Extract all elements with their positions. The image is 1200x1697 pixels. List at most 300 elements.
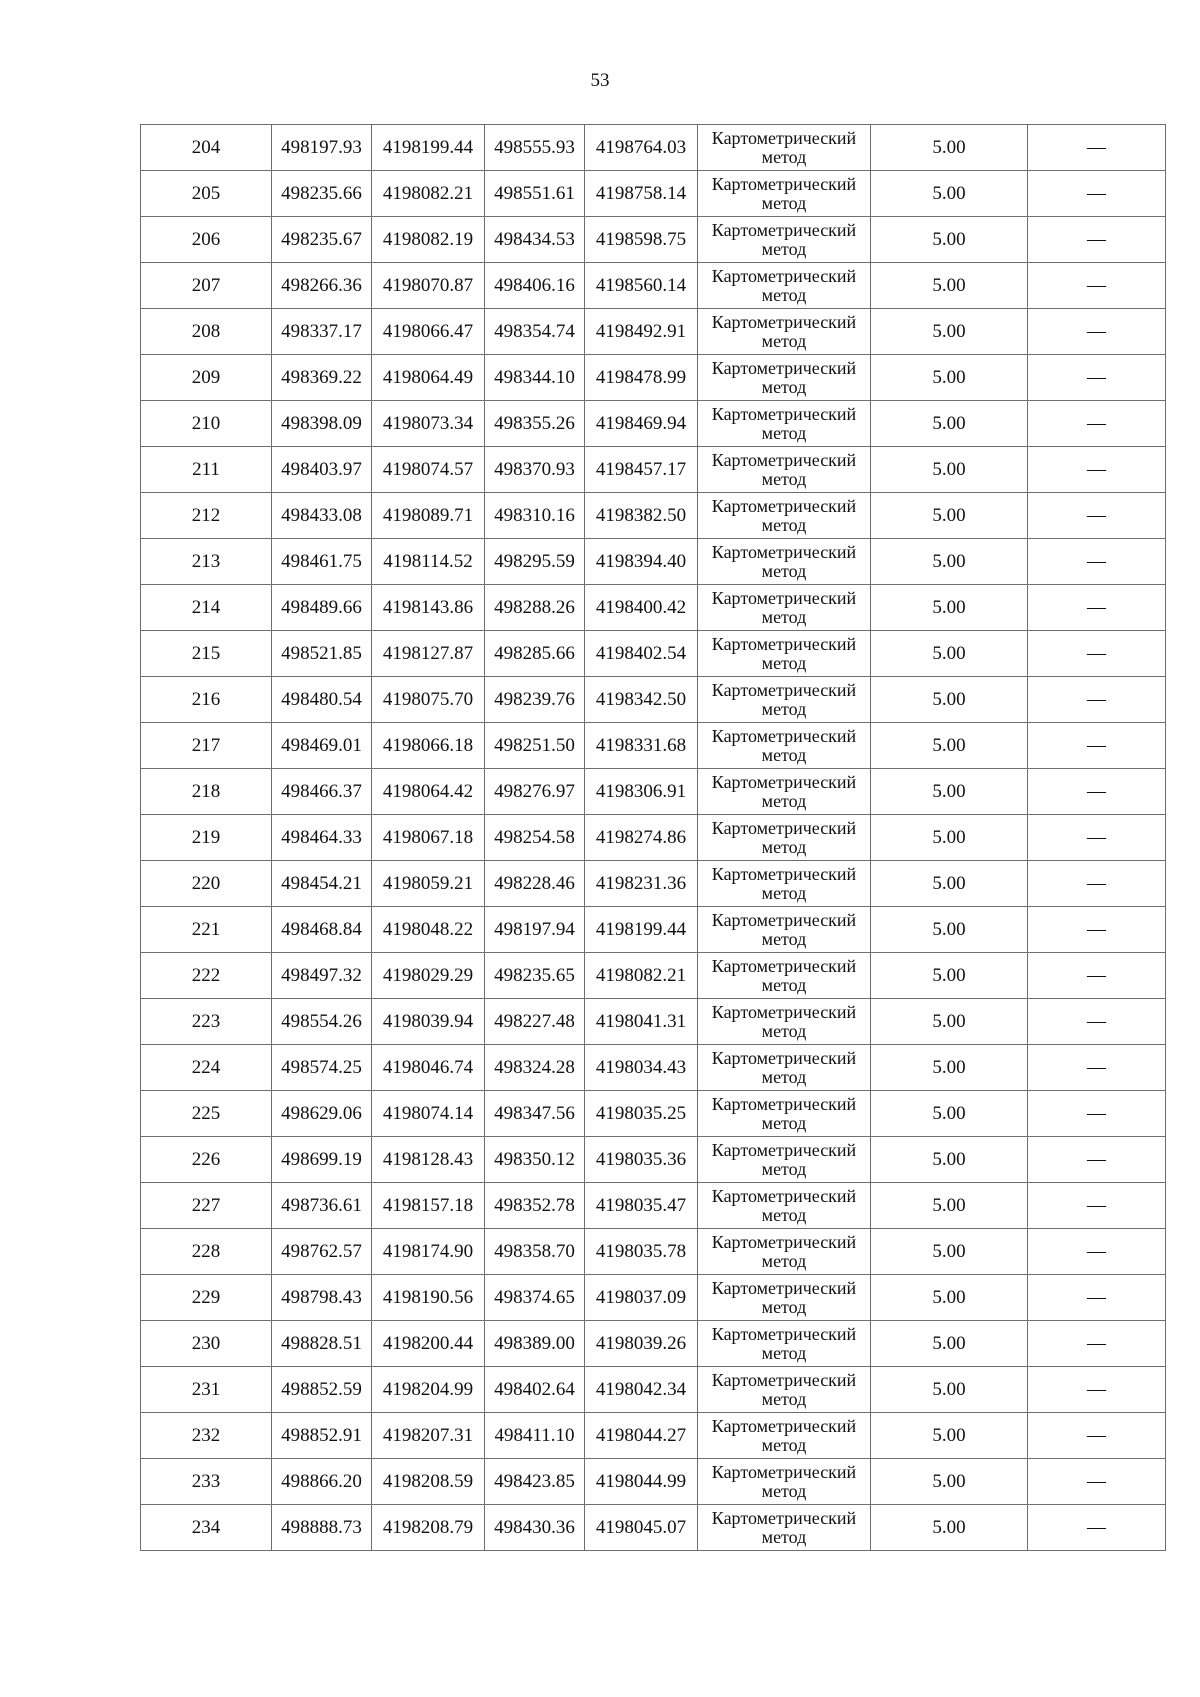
accuracy-cell: 5.00 xyxy=(871,355,1028,401)
table-row xyxy=(141,447,1166,493)
point-number-cell: 216 xyxy=(141,677,272,723)
x1-cell: 498468.84 xyxy=(272,907,372,953)
method-line-2: метод xyxy=(761,376,807,397)
x1-cell: 498235.67 xyxy=(272,217,372,263)
method-line-2: метод xyxy=(761,1388,807,1409)
x1-cell: 498454.21 xyxy=(272,861,372,907)
note-cell: — xyxy=(1028,769,1166,815)
table-row xyxy=(141,355,1166,401)
note-cell: — xyxy=(1028,125,1166,171)
method-line-1: Картометрический xyxy=(711,1369,857,1390)
point-number-cell: 217 xyxy=(141,723,272,769)
x1-cell: 498852.59 xyxy=(272,1367,372,1413)
x1-cell: 498489.66 xyxy=(272,585,372,631)
y1-cell: 4198190.56 xyxy=(372,1275,485,1321)
method-cell xyxy=(698,999,871,1045)
method-cell xyxy=(698,585,871,631)
x2-cell: 498228.46 xyxy=(485,861,585,907)
y2-cell: 4198764.03 xyxy=(585,125,698,171)
method-line-1: Картометрический xyxy=(711,771,857,792)
method-cell xyxy=(698,309,871,355)
method-line-1: Картометрический xyxy=(711,1323,857,1344)
table-row xyxy=(141,1183,1166,1229)
method-line-1: Картометрический xyxy=(711,909,857,930)
x2-cell: 498411.10 xyxy=(485,1413,585,1459)
method-cell xyxy=(698,493,871,539)
method-line-1: Картометрический xyxy=(711,1047,857,1068)
table-row xyxy=(141,1505,1166,1551)
y1-cell: 4198128.43 xyxy=(372,1137,485,1183)
page-number: 53 xyxy=(590,70,610,91)
y2-cell: 4198598.75 xyxy=(585,217,698,263)
method-line-2: метод xyxy=(761,560,807,581)
method-line-1: Картометрический xyxy=(711,311,857,332)
x2-cell: 498423.85 xyxy=(485,1459,585,1505)
method-line-1: Картометрический xyxy=(711,633,857,654)
accuracy-cell: 5.00 xyxy=(871,493,1028,539)
x2-cell: 498374.65 xyxy=(485,1275,585,1321)
method-cell xyxy=(698,723,871,769)
y1-cell: 4198075.70 xyxy=(372,677,485,723)
y1-cell: 4198066.47 xyxy=(372,309,485,355)
accuracy-cell: 5.00 xyxy=(871,1137,1028,1183)
method-line-2: метод xyxy=(761,1250,807,1271)
accuracy-cell: 5.00 xyxy=(871,1275,1028,1321)
method-line-2: метод xyxy=(761,1066,807,1087)
point-number-cell: 213 xyxy=(141,539,272,585)
accuracy-cell: 5.00 xyxy=(871,1459,1028,1505)
method-line-2: метод xyxy=(761,1480,807,1501)
y1-cell: 4198074.14 xyxy=(372,1091,485,1137)
table-body xyxy=(141,125,1166,1551)
point-number-cell: 209 xyxy=(141,355,272,401)
accuracy-cell: 5.00 xyxy=(871,1413,1028,1459)
note-cell: — xyxy=(1028,263,1166,309)
table-row xyxy=(141,1045,1166,1091)
y2-cell: 4198457.17 xyxy=(585,447,698,493)
method-cell xyxy=(698,631,871,677)
y1-cell: 4198082.21 xyxy=(372,171,485,217)
y2-cell: 4198231.36 xyxy=(585,861,698,907)
table-row xyxy=(141,769,1166,815)
x1-cell: 498235.66 xyxy=(272,171,372,217)
x2-cell: 498235.65 xyxy=(485,953,585,999)
y2-cell: 4198342.50 xyxy=(585,677,698,723)
point-number-cell: 234 xyxy=(141,1505,272,1551)
y1-cell: 4198059.21 xyxy=(372,861,485,907)
x2-cell: 498370.93 xyxy=(485,447,585,493)
method-cell xyxy=(698,1045,871,1091)
y1-cell: 4198207.31 xyxy=(372,1413,485,1459)
method-line-2: метод xyxy=(761,146,807,167)
accuracy-cell: 5.00 xyxy=(871,907,1028,953)
point-number-cell: 204 xyxy=(141,125,272,171)
y1-cell: 4198157.18 xyxy=(372,1183,485,1229)
y2-cell: 4198035.25 xyxy=(585,1091,698,1137)
method-line-1: Картометрический xyxy=(711,1093,857,1114)
table-row xyxy=(141,815,1166,861)
method-line-1: Картометрический xyxy=(711,1139,857,1160)
note-cell: — xyxy=(1028,539,1166,585)
point-number-cell: 215 xyxy=(141,631,272,677)
note-cell: — xyxy=(1028,999,1166,1045)
point-number-cell: 230 xyxy=(141,1321,272,1367)
x1-cell: 498736.61 xyxy=(272,1183,372,1229)
method-line-1: Картометрический xyxy=(711,1001,857,1022)
note-cell: — xyxy=(1028,309,1166,355)
y2-cell: 4198382.50 xyxy=(585,493,698,539)
method-cell xyxy=(698,1459,871,1505)
table-row xyxy=(141,217,1166,263)
y1-cell: 4198029.29 xyxy=(372,953,485,999)
method-line-1: Картометрический xyxy=(711,173,857,194)
x2-cell: 498254.58 xyxy=(485,815,585,861)
table-row xyxy=(141,1413,1166,1459)
method-line-2: метод xyxy=(761,928,807,949)
accuracy-cell: 5.00 xyxy=(871,1183,1028,1229)
method-line-1: Картометрический xyxy=(711,219,857,240)
table-row xyxy=(141,1137,1166,1183)
point-number-cell: 205 xyxy=(141,171,272,217)
method-cell xyxy=(698,861,871,907)
y1-cell: 4198127.87 xyxy=(372,631,485,677)
y2-cell: 4198035.36 xyxy=(585,1137,698,1183)
accuracy-cell: 5.00 xyxy=(871,723,1028,769)
point-number-cell: 229 xyxy=(141,1275,272,1321)
y1-cell: 4198074.57 xyxy=(372,447,485,493)
note-cell: — xyxy=(1028,171,1166,217)
table-row xyxy=(141,125,1166,171)
coordinates-table xyxy=(140,124,1166,1551)
accuracy-cell: 5.00 xyxy=(871,1367,1028,1413)
table-row xyxy=(141,677,1166,723)
method-line-2: метод xyxy=(761,974,807,995)
note-cell: — xyxy=(1028,815,1166,861)
x1-cell: 498398.09 xyxy=(272,401,372,447)
x1-cell: 498629.06 xyxy=(272,1091,372,1137)
y2-cell: 4198400.42 xyxy=(585,585,698,631)
x1-cell: 498369.22 xyxy=(272,355,372,401)
y2-cell: 4198035.78 xyxy=(585,1229,698,1275)
method-line-2: метод xyxy=(761,1434,807,1455)
table-row xyxy=(141,723,1166,769)
note-cell: — xyxy=(1028,447,1166,493)
table-row xyxy=(141,1367,1166,1413)
note-cell: — xyxy=(1028,723,1166,769)
y1-cell: 4198082.19 xyxy=(372,217,485,263)
x1-cell: 498852.91 xyxy=(272,1413,372,1459)
note-cell: — xyxy=(1028,401,1166,447)
table-row xyxy=(141,953,1166,999)
method-line-1: Картометрический xyxy=(711,265,857,286)
point-number-cell: 206 xyxy=(141,217,272,263)
x1-cell: 498828.51 xyxy=(272,1321,372,1367)
method-line-1: Картометрический xyxy=(711,587,857,608)
point-number-cell: 231 xyxy=(141,1367,272,1413)
y1-cell: 4198064.42 xyxy=(372,769,485,815)
point-number-cell: 218 xyxy=(141,769,272,815)
x2-cell: 498347.56 xyxy=(485,1091,585,1137)
method-line-2: метод xyxy=(761,882,807,903)
method-line-1: Картометрический xyxy=(711,1507,857,1528)
accuracy-cell: 5.00 xyxy=(871,1091,1028,1137)
point-number-cell: 227 xyxy=(141,1183,272,1229)
accuracy-cell: 5.00 xyxy=(871,125,1028,171)
accuracy-cell: 5.00 xyxy=(871,1229,1028,1275)
x2-cell: 498295.59 xyxy=(485,539,585,585)
note-cell: — xyxy=(1028,677,1166,723)
y1-cell: 4198204.99 xyxy=(372,1367,485,1413)
y2-cell: 4198394.40 xyxy=(585,539,698,585)
method-cell xyxy=(698,171,871,217)
x2-cell: 498389.00 xyxy=(485,1321,585,1367)
y2-cell: 4198402.54 xyxy=(585,631,698,677)
method-cell xyxy=(698,769,871,815)
method-line-2: метод xyxy=(761,836,807,857)
method-line-1: Картометрический xyxy=(711,449,857,470)
table-row xyxy=(141,1321,1166,1367)
note-cell: — xyxy=(1028,1137,1166,1183)
table-row xyxy=(141,1091,1166,1137)
accuracy-cell: 5.00 xyxy=(871,1321,1028,1367)
point-number-cell: 220 xyxy=(141,861,272,907)
method-cell xyxy=(698,1137,871,1183)
method-line-2: метод xyxy=(761,192,807,213)
table-row xyxy=(141,171,1166,217)
method-cell xyxy=(698,1505,871,1551)
method-line-1: Картометрический xyxy=(711,863,857,884)
x2-cell: 498324.28 xyxy=(485,1045,585,1091)
point-number-cell: 232 xyxy=(141,1413,272,1459)
y1-cell: 4198064.49 xyxy=(372,355,485,401)
method-cell xyxy=(698,1091,871,1137)
accuracy-cell: 5.00 xyxy=(871,815,1028,861)
method-cell xyxy=(698,907,871,953)
x2-cell: 498406.16 xyxy=(485,263,585,309)
accuracy-cell: 5.00 xyxy=(871,999,1028,1045)
accuracy-cell: 5.00 xyxy=(871,1505,1028,1551)
method-line-1: Картометрический xyxy=(711,127,857,148)
y2-cell: 4198199.44 xyxy=(585,907,698,953)
x2-cell: 498197.94 xyxy=(485,907,585,953)
x1-cell: 498574.25 xyxy=(272,1045,372,1091)
y1-cell: 4198208.79 xyxy=(372,1505,485,1551)
point-number-cell: 223 xyxy=(141,999,272,1045)
method-line-1: Картометрический xyxy=(711,1277,857,1298)
x1-cell: 498461.75 xyxy=(272,539,372,585)
accuracy-cell: 5.00 xyxy=(871,263,1028,309)
note-cell: — xyxy=(1028,1413,1166,1459)
note-cell: — xyxy=(1028,355,1166,401)
x2-cell: 498430.36 xyxy=(485,1505,585,1551)
method-line-2: метод xyxy=(761,284,807,305)
table-row xyxy=(141,1275,1166,1321)
point-number-cell: 207 xyxy=(141,263,272,309)
y2-cell: 4198035.47 xyxy=(585,1183,698,1229)
method-line-1: Картометрический xyxy=(711,817,857,838)
note-cell: — xyxy=(1028,1091,1166,1137)
y2-cell: 4198037.09 xyxy=(585,1275,698,1321)
method-line-2: метод xyxy=(761,606,807,627)
note-cell: — xyxy=(1028,1183,1166,1229)
method-line-2: метод xyxy=(761,1204,807,1225)
x2-cell: 498239.76 xyxy=(485,677,585,723)
point-number-cell: 219 xyxy=(141,815,272,861)
table-row xyxy=(141,861,1166,907)
y1-cell: 4198174.90 xyxy=(372,1229,485,1275)
note-cell: — xyxy=(1028,493,1166,539)
accuracy-cell: 5.00 xyxy=(871,631,1028,677)
table-row xyxy=(141,1459,1166,1505)
method-line-2: метод xyxy=(761,468,807,489)
y2-cell: 4198044.27 xyxy=(585,1413,698,1459)
method-cell xyxy=(698,125,871,171)
method-line-2: метод xyxy=(761,744,807,765)
table-row xyxy=(141,309,1166,355)
x1-cell: 498762.57 xyxy=(272,1229,372,1275)
method-line-1: Картометрический xyxy=(711,679,857,700)
y1-cell: 4198114.52 xyxy=(372,539,485,585)
x2-cell: 498355.26 xyxy=(485,401,585,447)
y1-cell: 4198067.18 xyxy=(372,815,485,861)
method-cell xyxy=(698,1229,871,1275)
point-number-cell: 226 xyxy=(141,1137,272,1183)
x2-cell: 498350.12 xyxy=(485,1137,585,1183)
x1-cell: 498266.36 xyxy=(272,263,372,309)
y2-cell: 4198082.21 xyxy=(585,953,698,999)
table-row xyxy=(141,585,1166,631)
y1-cell: 4198200.44 xyxy=(372,1321,485,1367)
method-line-2: метод xyxy=(761,514,807,535)
method-line-1: Картометрический xyxy=(711,1415,857,1436)
method-cell xyxy=(698,1367,871,1413)
method-cell xyxy=(698,1275,871,1321)
y1-cell: 4198046.74 xyxy=(372,1045,485,1091)
y2-cell: 4198758.14 xyxy=(585,171,698,217)
x1-cell: 498480.54 xyxy=(272,677,372,723)
x1-cell: 498521.85 xyxy=(272,631,372,677)
y1-cell: 4198143.86 xyxy=(372,585,485,631)
y2-cell: 4198044.99 xyxy=(585,1459,698,1505)
note-cell: — xyxy=(1028,1321,1166,1367)
table-row xyxy=(141,907,1166,953)
y2-cell: 4198274.86 xyxy=(585,815,698,861)
x1-cell: 498337.17 xyxy=(272,309,372,355)
x1-cell: 498403.97 xyxy=(272,447,372,493)
accuracy-cell: 5.00 xyxy=(871,677,1028,723)
y1-cell: 4198073.34 xyxy=(372,401,485,447)
y2-cell: 4198039.26 xyxy=(585,1321,698,1367)
method-line-1: Картометрический xyxy=(711,1185,857,1206)
x2-cell: 498276.97 xyxy=(485,769,585,815)
table-row xyxy=(141,539,1166,585)
note-cell: — xyxy=(1028,1229,1166,1275)
point-number-cell: 228 xyxy=(141,1229,272,1275)
x1-cell: 498866.20 xyxy=(272,1459,372,1505)
method-line-2: метод xyxy=(761,652,807,673)
y2-cell: 4198045.07 xyxy=(585,1505,698,1551)
accuracy-cell: 5.00 xyxy=(871,447,1028,493)
y1-cell: 4198199.44 xyxy=(372,125,485,171)
x1-cell: 498554.26 xyxy=(272,999,372,1045)
y2-cell: 4198306.91 xyxy=(585,769,698,815)
method-line-1: Картометрический xyxy=(711,403,857,424)
x2-cell: 498310.16 xyxy=(485,493,585,539)
method-cell xyxy=(698,1413,871,1459)
method-line-2: метод xyxy=(761,1526,807,1547)
method-line-1: Картометрический xyxy=(711,1231,857,1252)
note-cell: — xyxy=(1028,1505,1166,1551)
y2-cell: 4198331.68 xyxy=(585,723,698,769)
method-cell xyxy=(698,815,871,861)
y2-cell: 4198560.14 xyxy=(585,263,698,309)
x2-cell: 498352.78 xyxy=(485,1183,585,1229)
x1-cell: 498497.32 xyxy=(272,953,372,999)
method-line-1: Картометрический xyxy=(711,725,857,746)
note-cell: — xyxy=(1028,907,1166,953)
method-line-1: Картометрический xyxy=(711,357,857,378)
note-cell: — xyxy=(1028,1275,1166,1321)
point-number-cell: 208 xyxy=(141,309,272,355)
x2-cell: 498402.64 xyxy=(485,1367,585,1413)
point-number-cell: 214 xyxy=(141,585,272,631)
note-cell: — xyxy=(1028,953,1166,999)
note-cell: — xyxy=(1028,631,1166,677)
table-row xyxy=(141,631,1166,677)
accuracy-cell: 5.00 xyxy=(871,769,1028,815)
method-cell xyxy=(698,677,871,723)
method-line-2: метод xyxy=(761,238,807,259)
method-line-2: метод xyxy=(761,1020,807,1041)
accuracy-cell: 5.00 xyxy=(871,861,1028,907)
method-cell xyxy=(698,217,871,263)
table-row xyxy=(141,999,1166,1045)
note-cell: — xyxy=(1028,1045,1166,1091)
x2-cell: 498285.66 xyxy=(485,631,585,677)
point-number-cell: 225 xyxy=(141,1091,272,1137)
table-row xyxy=(141,263,1166,309)
point-number-cell: 212 xyxy=(141,493,272,539)
accuracy-cell: 5.00 xyxy=(871,401,1028,447)
point-number-cell: 210 xyxy=(141,401,272,447)
x1-cell: 498464.33 xyxy=(272,815,372,861)
x1-cell: 498433.08 xyxy=(272,493,372,539)
method-cell xyxy=(698,401,871,447)
method-line-2: метод xyxy=(761,330,807,351)
accuracy-cell: 5.00 xyxy=(871,953,1028,999)
method-line-2: метод xyxy=(761,1112,807,1133)
y2-cell: 4198478.99 xyxy=(585,355,698,401)
table-row xyxy=(141,1229,1166,1275)
x1-cell: 498469.01 xyxy=(272,723,372,769)
x2-cell: 498434.53 xyxy=(485,217,585,263)
y1-cell: 4198048.22 xyxy=(372,907,485,953)
y1-cell: 4198089.71 xyxy=(372,493,485,539)
note-cell: — xyxy=(1028,217,1166,263)
x1-cell: 498466.37 xyxy=(272,769,372,815)
x1-cell: 498197.93 xyxy=(272,125,372,171)
y1-cell: 4198070.87 xyxy=(372,263,485,309)
method-cell xyxy=(698,447,871,493)
accuracy-cell: 5.00 xyxy=(871,585,1028,631)
table-row xyxy=(141,401,1166,447)
x1-cell: 498798.43 xyxy=(272,1275,372,1321)
method-line-2: метод xyxy=(761,698,807,719)
accuracy-cell: 5.00 xyxy=(871,217,1028,263)
accuracy-cell: 5.00 xyxy=(871,539,1028,585)
y2-cell: 4198034.43 xyxy=(585,1045,698,1091)
x1-cell: 498888.73 xyxy=(272,1505,372,1551)
